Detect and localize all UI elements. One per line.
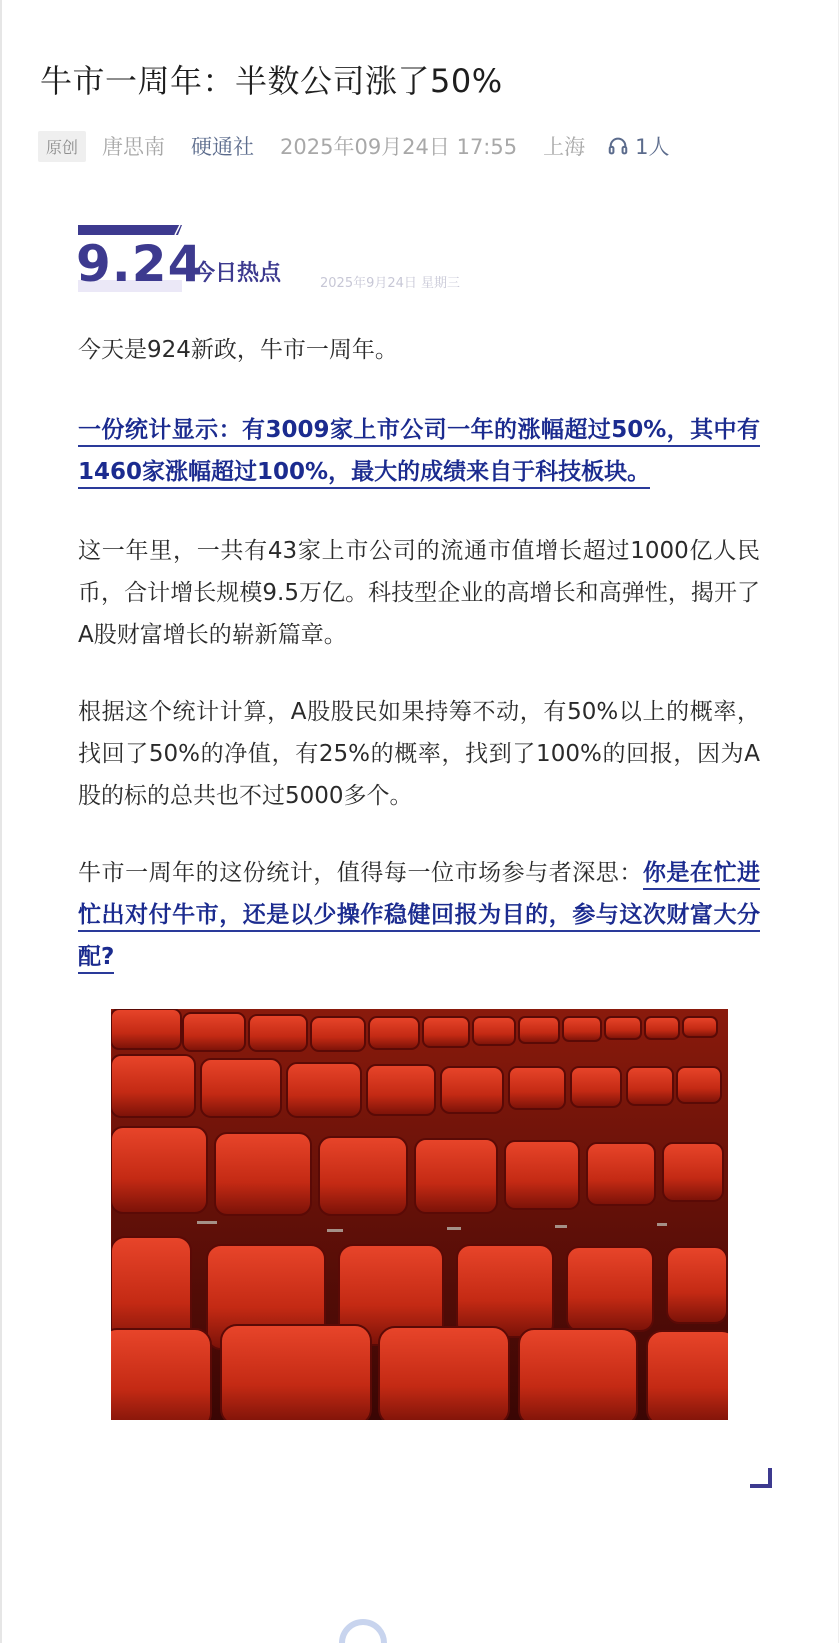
paragraph-1: 今天是924新政，牛市一周年。: [78, 337, 398, 363]
paragraph-5: [78, 852, 760, 978]
article-title: 牛市一周年：半数公司涨了50%: [40, 62, 503, 100]
paragraph-3: 这一年里，一共有43家上市公司的流通市值增长超过1000亿人民币，合计增长规模9.5万亿。科技型企业的高增长和高弹性，揭开了A股财富增长的崭新篇章。: [78, 538, 760, 648]
listener-count: 1人: [635, 135, 670, 159]
theater-seats-illustration: [111, 1009, 728, 1420]
paragraph-5-text: 牛市一周年的这份统计，值得每一位市场参与者深思：: [78, 860, 643, 886]
paragraph-4: 根据这个统计计算，A股股民如果持筹不动，有50%以上的概率，找回了50%的净值，有25%的概率，找到了100%的回报，因为A股的标的总共也不过5000多个。: [78, 699, 760, 809]
theater-seats-photo: [111, 1009, 728, 1420]
listen-button[interactable]: [607, 131, 669, 161]
hot-label: 今日热点: [193, 261, 282, 286]
highlight-text: 一份统计显示：有3009家上市公司一年的涨幅超过50%，其中有1460家涨幅超过100%，最大的成绩来自于科技板块。: [78, 417, 760, 489]
article-meta: [38, 130, 669, 162]
headphones-icon: [607, 135, 629, 157]
frame-edge: [0, 0, 2, 1643]
publish-datetime: 2025年09月24日 17:55: [280, 135, 518, 159]
scroll-indicator-icon: [338, 1612, 388, 1643]
corner-bracket-icon: [750, 1468, 772, 1488]
hot-date: 9.24: [76, 235, 204, 293]
source-link[interactable]: 硬通社: [191, 135, 255, 159]
original-badge: 原创: [38, 131, 86, 162]
hot-sub-date: 2025年9月24日 星期三: [320, 276, 461, 291]
paragraph-2: [78, 409, 760, 493]
highlight-question: 你是在忙进忙出对付牛市，还是以少操作稳健回报为目的，参与这次财富大分配?: [78, 860, 760, 974]
publish-location: 上海: [543, 135, 586, 159]
author-name[interactable]: 唐思南: [102, 135, 166, 159]
